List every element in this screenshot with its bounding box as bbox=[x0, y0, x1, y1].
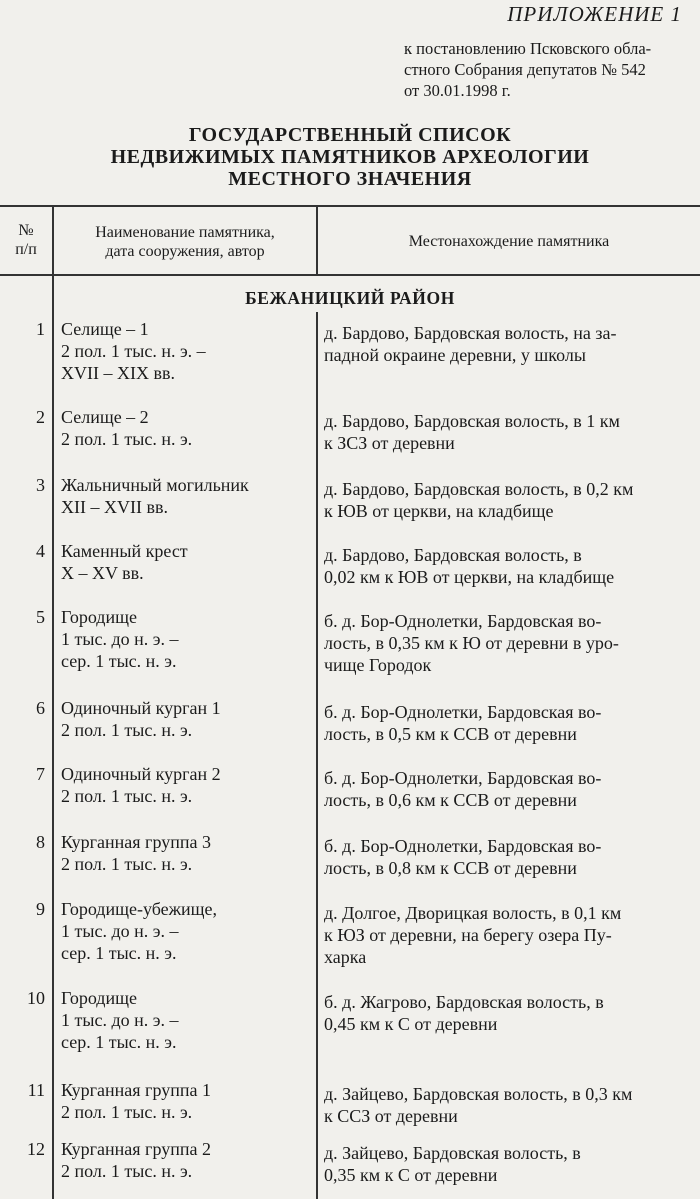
monument-name bbox=[61, 406, 311, 450]
monument-name-line: 1 тыс. до н. э. – bbox=[61, 1010, 179, 1030]
monument-name bbox=[61, 540, 311, 584]
resolution-line: от 30.01.1998 г. bbox=[404, 81, 511, 100]
header-number bbox=[0, 221, 52, 259]
monument-name bbox=[61, 763, 311, 807]
monument-location-line: лость, в 0,6 км к ССВ от деревни bbox=[324, 790, 577, 810]
monument-location-line: д. Долгое, Дворицкая волость, в 0,1 км bbox=[324, 903, 622, 923]
monument-name-line: 2 пол. 1 тыс. н. э. – bbox=[61, 341, 206, 361]
monument-name-line: Жальничный могильник bbox=[61, 475, 249, 495]
monument-name-line: 2 пол. 1 тыс. н. э. bbox=[61, 786, 193, 806]
resolution-line: стного Собрания депутатов № 542 bbox=[404, 60, 646, 79]
monument-location-line: лость, в 0,35 км к Ю от деревни в уро- bbox=[324, 633, 619, 653]
monument-location-line: д. Бардово, Бардовская волость, на за- bbox=[324, 323, 617, 343]
monument-location-line: д. Бардово, Бардовская волость, в bbox=[324, 545, 582, 565]
district-heading: БЕЖАНИЦКИЙ РАЙОН bbox=[245, 288, 455, 308]
monument-name bbox=[61, 697, 311, 741]
monument-location-line: к ЮЗ от деревни, на берегу озера Пу- bbox=[324, 925, 612, 945]
monument-location-line: б. д. Бор-Однолетки, Бардовская во- bbox=[324, 611, 602, 631]
monument-location-line: б. д. Бор-Однолетки, Бардовская во- bbox=[324, 836, 602, 856]
monument-name-line: 2 пол. 1 тыс. н. э. bbox=[61, 1102, 193, 1122]
monument-name-line: 2 пол. 1 тыс. н. э. bbox=[61, 854, 193, 874]
header-name bbox=[54, 223, 316, 261]
monument-name-line: 2 пол. 1 тыс. н. э. bbox=[61, 429, 193, 449]
row-number: 3 bbox=[36, 475, 45, 495]
row-number: 2 bbox=[36, 407, 45, 427]
table-header-rule bbox=[0, 274, 700, 276]
monument-location bbox=[324, 767, 679, 811]
monument-location-line: 0,45 км к С от деревни bbox=[324, 1014, 498, 1034]
monument-name-line: X – XV вв. bbox=[61, 563, 144, 583]
row-number: 5 bbox=[36, 607, 45, 627]
monument-location-line: 0,35 км к С от деревни bbox=[324, 1165, 498, 1185]
monument-location-line: к ССЗ от деревни bbox=[324, 1106, 458, 1126]
monument-name-line: 1 тыс. до н. э. – bbox=[61, 921, 179, 941]
monument-name-line: Каменный крест bbox=[61, 541, 188, 561]
monument-name-line: 1 тыс. до н. э. – bbox=[61, 629, 179, 649]
monument-location-line: к ЗСЗ от деревни bbox=[324, 433, 455, 453]
monument-name-line: XVII – XIX вв. bbox=[61, 363, 175, 383]
monument-location bbox=[324, 902, 679, 968]
header-name-line: Наименование памятника, bbox=[95, 224, 275, 241]
row-number: 12 bbox=[27, 1139, 45, 1159]
monument-location-line: харка bbox=[324, 947, 367, 967]
row-number: 10 bbox=[27, 988, 45, 1008]
title-line: МЕСТНОГО ЗНАЧЕНИЯ bbox=[228, 168, 472, 190]
resolution-reference bbox=[404, 38, 694, 101]
monument-name bbox=[61, 1079, 311, 1123]
column-divider bbox=[316, 312, 318, 1199]
row-number: 8 bbox=[36, 832, 45, 852]
monument-name bbox=[61, 606, 311, 672]
column-divider bbox=[52, 205, 54, 1199]
row-number: 1 bbox=[36, 319, 45, 339]
monument-name-line: сер. 1 тыс. н. э. bbox=[61, 1032, 177, 1052]
document-title bbox=[0, 124, 700, 190]
monument-name-line: 2 пол. 1 тыс. н. э. bbox=[61, 720, 193, 740]
monument-name-line: сер. 1 тыс. н. э. bbox=[61, 943, 177, 963]
monument-location bbox=[324, 701, 679, 745]
monument-name-line: Селище – 1 bbox=[61, 319, 149, 339]
resolution-line: к постановлению Псковского обла- bbox=[404, 39, 652, 58]
monument-location-line: чище Городок bbox=[324, 655, 432, 675]
monument-location bbox=[324, 1142, 679, 1186]
monument-name-line: Одиночный курган 2 bbox=[61, 764, 221, 784]
monument-name bbox=[61, 1138, 311, 1182]
monument-location bbox=[324, 991, 679, 1035]
monument-location-line: д. Зайцево, Бардовская волость, в 0,3 км bbox=[324, 1084, 633, 1104]
monument-location-line: д. Бардово, Бардовская волость, в 0,2 км bbox=[324, 479, 634, 499]
monument-name bbox=[61, 831, 311, 875]
monument-name-line: Городище bbox=[61, 988, 137, 1008]
monument-location bbox=[324, 1083, 679, 1127]
monument-name bbox=[61, 987, 311, 1053]
monument-location bbox=[324, 322, 679, 366]
monument-name bbox=[61, 898, 311, 964]
monument-location bbox=[324, 610, 679, 676]
monument-name bbox=[61, 474, 311, 518]
monument-name-line: сер. 1 тыс. н. э. bbox=[61, 651, 177, 671]
monument-name-line: 2 пол. 1 тыс. н. э. bbox=[61, 1161, 193, 1181]
monument-location-line: падной окраине деревни, у школы bbox=[324, 345, 586, 365]
monument-name bbox=[61, 318, 311, 384]
monument-location-line: 0,02 км к ЮВ от церкви, на кладбище bbox=[324, 567, 615, 587]
row-number: 4 bbox=[36, 541, 45, 561]
monument-name-line: Городище-убежище, bbox=[61, 899, 218, 919]
monument-location-line: б. д. Жагрово, Бардовская волость, в bbox=[324, 992, 604, 1012]
monument-location bbox=[324, 478, 679, 522]
row-number: 6 bbox=[36, 698, 45, 718]
monument-location bbox=[324, 410, 679, 454]
monument-name-line: XII – XVII вв. bbox=[61, 497, 168, 517]
monument-name-line: Курганная группа 1 bbox=[61, 1080, 211, 1100]
monument-name-line: Курганная группа 3 bbox=[61, 832, 211, 852]
monument-name-line: Одиночный курган 1 bbox=[61, 698, 221, 718]
monument-location-line: к ЮВ от церкви, на кладбище bbox=[324, 501, 554, 521]
row-number: 7 bbox=[36, 764, 45, 784]
monument-name-line: Селище – 2 bbox=[61, 407, 149, 427]
monument-name-line: Курганная группа 2 bbox=[61, 1139, 211, 1159]
monument-location-line: лость, в 0,8 км к ССВ от деревни bbox=[324, 858, 577, 878]
monument-name-line: Городище bbox=[61, 607, 137, 627]
title-line: НЕДВИЖИМЫХ ПАМЯТНИКОВ АРХЕОЛОГИИ bbox=[110, 146, 590, 168]
monument-location bbox=[324, 835, 679, 879]
row-number: 9 bbox=[36, 899, 45, 919]
header-location: Местонахождение памятника bbox=[408, 233, 610, 250]
monument-location bbox=[324, 544, 679, 588]
monument-location-line: д. Бардово, Бардовская волость, в 1 км bbox=[324, 411, 620, 431]
header-name-line: дата сооружения, автор bbox=[105, 243, 265, 260]
header-number-line: № bbox=[18, 222, 34, 239]
appendix-heading: ПРИЛОЖЕНИЕ 1 bbox=[507, 2, 682, 26]
title-line: ГОСУДАРСТВЕННЫЙ СПИСОК bbox=[188, 124, 512, 146]
monument-location-line: лость, в 0,5 км к ССВ от деревни bbox=[324, 724, 577, 744]
monument-location-line: б. д. Бор-Однолетки, Бардовская во- bbox=[324, 702, 602, 722]
header-number-line: п/п bbox=[15, 241, 37, 258]
monument-location-line: д. Зайцево, Бардовская волость, в bbox=[324, 1143, 581, 1163]
table-top-rule bbox=[0, 205, 700, 207]
row-number: 11 bbox=[27, 1080, 45, 1100]
monument-location-line: б. д. Бор-Однолетки, Бардовская во- bbox=[324, 768, 602, 788]
